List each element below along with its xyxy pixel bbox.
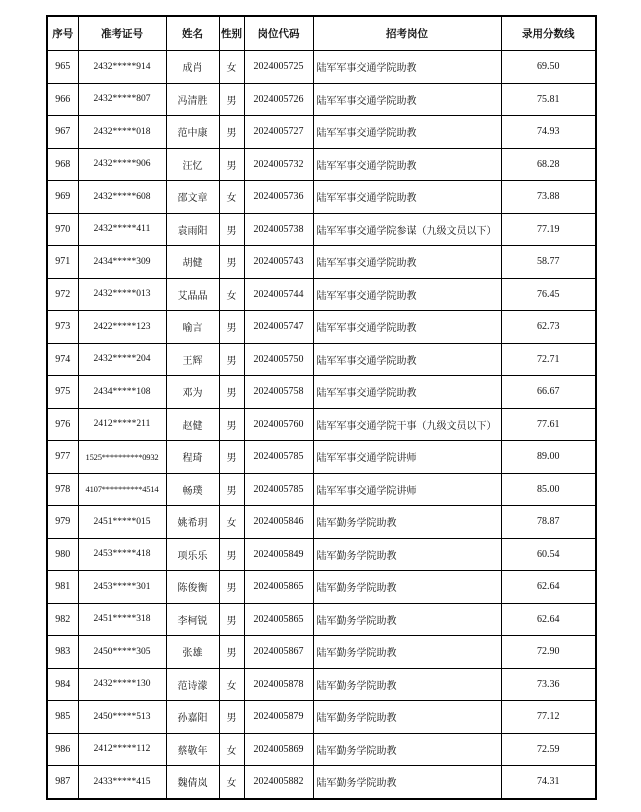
- cell-position: 陆军勤务学院助教: [313, 506, 501, 539]
- cell-name: 姚希玥: [166, 506, 219, 539]
- cell-gender: 男: [219, 636, 244, 669]
- table-row: [47, 538, 596, 571]
- cell-score-line: 72.71: [501, 343, 596, 376]
- cell-score-line: 73.88: [501, 181, 596, 214]
- cell-serial: 980: [47, 538, 78, 571]
- cell-position-code: 2024005725: [244, 51, 313, 84]
- cell-position: 陆军军事交通学院助教: [313, 116, 501, 149]
- cell-score-line: 74.93: [501, 116, 596, 149]
- table-row: [47, 311, 596, 344]
- cell-ticket: 2432*****807: [78, 83, 166, 116]
- cell-gender: 女: [219, 733, 244, 766]
- cell-name: 陈俊衡: [166, 571, 219, 604]
- cell-score-line: 62.73: [501, 311, 596, 344]
- cell-position: 陆军军事交通学院干事（九级文员以下）: [313, 408, 501, 441]
- cell-position-code: 2024005867: [244, 636, 313, 669]
- cell-serial: 967: [47, 116, 78, 149]
- table-row: [47, 701, 596, 734]
- cell-position: 陆军军事交通学院讲师: [313, 441, 501, 474]
- cell-gender: 男: [219, 473, 244, 506]
- cell-gender: 男: [219, 701, 244, 734]
- cell-score-line: 60.54: [501, 538, 596, 571]
- cell-name: 程琦: [166, 441, 219, 474]
- cell-serial: 979: [47, 506, 78, 539]
- table-body: [47, 51, 596, 799]
- cell-name: 张雄: [166, 636, 219, 669]
- cell-ticket: 2451*****015: [78, 506, 166, 539]
- cell-score-line: 68.28: [501, 148, 596, 181]
- column-header-score-line: 录用分数线: [501, 16, 596, 51]
- cell-position: 陆军勤务学院助教: [313, 733, 501, 766]
- cell-serial: 983: [47, 636, 78, 669]
- cell-serial: 974: [47, 343, 78, 376]
- table-row: [47, 213, 596, 246]
- cell-position-code: 2024005736: [244, 181, 313, 214]
- cell-serial: 968: [47, 148, 78, 181]
- cell-name: 李柯锐: [166, 603, 219, 636]
- cell-score-line: 74.31: [501, 766, 596, 799]
- cell-gender: 男: [219, 441, 244, 474]
- cell-name: 艾晶晶: [166, 278, 219, 311]
- cell-position: 陆军军事交通学院助教: [313, 246, 501, 279]
- table-row: [47, 83, 596, 116]
- cell-name: 蔡敬年: [166, 733, 219, 766]
- cell-position-code: 2024005738: [244, 213, 313, 246]
- cell-serial: 972: [47, 278, 78, 311]
- cell-name: 畅璞: [166, 473, 219, 506]
- cell-position: 陆军军事交通学院助教: [313, 311, 501, 344]
- cell-position-code: 2024005750: [244, 343, 313, 376]
- cell-name: 范中康: [166, 116, 219, 149]
- cell-ticket: 2432*****018: [78, 116, 166, 149]
- cell-position: 陆军勤务学院助教: [313, 636, 501, 669]
- table-row: [47, 733, 596, 766]
- table-row: [47, 408, 596, 441]
- cell-gender: 男: [219, 246, 244, 279]
- cell-position-code: 2024005760: [244, 408, 313, 441]
- cell-position-code: 2024005849: [244, 538, 313, 571]
- cell-position-code: 2024005846: [244, 506, 313, 539]
- cell-name: 项乐乐: [166, 538, 219, 571]
- cell-position-code: 2024005732: [244, 148, 313, 181]
- cell-gender: 女: [219, 181, 244, 214]
- cell-score-line: 78.87: [501, 506, 596, 539]
- cell-serial: 977: [47, 441, 78, 474]
- cell-serial: 971: [47, 246, 78, 279]
- cell-score-line: 77.12: [501, 701, 596, 734]
- cell-position-code: 2024005865: [244, 571, 313, 604]
- column-header-position-code: 岗位代码: [244, 16, 313, 51]
- cell-score-line: 85.00: [501, 473, 596, 506]
- cell-score-line: 69.50: [501, 51, 596, 84]
- cell-position: 陆军勤务学院助教: [313, 538, 501, 571]
- cell-name: 魏倩岚: [166, 766, 219, 799]
- cell-gender: 男: [219, 538, 244, 571]
- cell-ticket: 2453*****301: [78, 571, 166, 604]
- cell-position-code: 2024005727: [244, 116, 313, 149]
- cell-gender: 男: [219, 603, 244, 636]
- cell-ticket: 2434*****309: [78, 246, 166, 279]
- cell-position: 陆军军事交通学院助教: [313, 51, 501, 84]
- admission-score-table: [46, 15, 597, 800]
- cell-position: 陆军军事交通学院助教: [313, 343, 501, 376]
- cell-position: 陆军勤务学院助教: [313, 571, 501, 604]
- cell-score-line: 75.81: [501, 83, 596, 116]
- table-row: [47, 441, 596, 474]
- cell-name: 邵文章: [166, 181, 219, 214]
- cell-position: 陆军军事交通学院助教: [313, 83, 501, 116]
- cell-gender: 男: [219, 213, 244, 246]
- cell-ticket: 2432*****411: [78, 213, 166, 246]
- cell-name: 袁雨阳: [166, 213, 219, 246]
- cell-position: 陆军勤务学院助教: [313, 766, 501, 799]
- cell-ticket: 2432*****914: [78, 51, 166, 84]
- cell-gender: 女: [219, 766, 244, 799]
- table-row: [47, 506, 596, 539]
- cell-position-code: 2024005785: [244, 473, 313, 506]
- cell-name: 喻言: [166, 311, 219, 344]
- table-row: [47, 278, 596, 311]
- table-row: [47, 246, 596, 279]
- cell-ticket: 2450*****305: [78, 636, 166, 669]
- cell-score-line: 72.59: [501, 733, 596, 766]
- cell-gender: 女: [219, 51, 244, 84]
- cell-score-line: 58.77: [501, 246, 596, 279]
- column-header-gender: 性别: [219, 16, 244, 51]
- column-header-position: 招考岗位: [313, 16, 501, 51]
- cell-ticket: 2451*****318: [78, 603, 166, 636]
- cell-name: 范诗濛: [166, 668, 219, 701]
- cell-score-line: 76.45: [501, 278, 596, 311]
- column-header-name: 姓名: [166, 16, 219, 51]
- cell-position-code: 2024005878: [244, 668, 313, 701]
- cell-serial: 973: [47, 311, 78, 344]
- cell-serial: 986: [47, 733, 78, 766]
- cell-ticket: 4107**********4514: [78, 473, 166, 506]
- cell-gender: 女: [219, 278, 244, 311]
- table-row: [47, 376, 596, 409]
- cell-ticket: 2432*****130: [78, 668, 166, 701]
- table-row: [47, 343, 596, 376]
- table-row: [47, 603, 596, 636]
- header-row: [47, 16, 596, 51]
- cell-position: 陆军军事交通学院助教: [313, 148, 501, 181]
- cell-position: 陆军军事交通学院参谋（九级文员以下）: [313, 213, 501, 246]
- cell-gender: 男: [219, 571, 244, 604]
- cell-ticket: 2433*****415: [78, 766, 166, 799]
- cell-gender: 男: [219, 116, 244, 149]
- cell-ticket: 2432*****608: [78, 181, 166, 214]
- column-header-serial: 序号: [47, 16, 78, 51]
- cell-score-line: 73.36: [501, 668, 596, 701]
- table-row: [47, 181, 596, 214]
- cell-score-line: 77.19: [501, 213, 596, 246]
- cell-serial: 984: [47, 668, 78, 701]
- cell-score-line: 77.61: [501, 408, 596, 441]
- column-header-ticket: 准考证号: [78, 16, 166, 51]
- cell-ticket: 2432*****204: [78, 343, 166, 376]
- table-row: [47, 668, 596, 701]
- cell-position: 陆军军事交通学院助教: [313, 376, 501, 409]
- cell-gender: 男: [219, 376, 244, 409]
- table-row: [47, 148, 596, 181]
- cell-ticket: 2412*****112: [78, 733, 166, 766]
- cell-name: 冯清胜: [166, 83, 219, 116]
- cell-serial: 966: [47, 83, 78, 116]
- cell-position-code: 2024005743: [244, 246, 313, 279]
- cell-name: 胡健: [166, 246, 219, 279]
- cell-serial: 965: [47, 51, 78, 84]
- cell-name: 汪忆: [166, 148, 219, 181]
- cell-ticket: 2422*****123: [78, 311, 166, 344]
- cell-position-code: 2024005744: [244, 278, 313, 311]
- cell-serial: 970: [47, 213, 78, 246]
- cell-position: 陆军军事交通学院助教: [313, 181, 501, 214]
- table-row: [47, 473, 596, 506]
- cell-ticket: 1525**********0932: [78, 441, 166, 474]
- table-row: [47, 571, 596, 604]
- cell-gender: 男: [219, 83, 244, 116]
- table-row: [47, 116, 596, 149]
- cell-ticket: 2432*****013: [78, 278, 166, 311]
- cell-gender: 男: [219, 343, 244, 376]
- cell-position-code: 2024005882: [244, 766, 313, 799]
- cell-score-line: 72.90: [501, 636, 596, 669]
- cell-score-line: 66.67: [501, 376, 596, 409]
- cell-score-line: 62.64: [501, 603, 596, 636]
- cell-ticket: 2453*****418: [78, 538, 166, 571]
- cell-position: 陆军勤务学院助教: [313, 701, 501, 734]
- cell-name: 邓为: [166, 376, 219, 409]
- cell-serial: 976: [47, 408, 78, 441]
- cell-serial: 981: [47, 571, 78, 604]
- cell-gender: 男: [219, 148, 244, 181]
- cell-score-line: 89.00: [501, 441, 596, 474]
- cell-name: 成肖: [166, 51, 219, 84]
- cell-position: 陆军军事交通学院讲师: [313, 473, 501, 506]
- cell-name: 孙嘉阳: [166, 701, 219, 734]
- cell-ticket: 2434*****108: [78, 376, 166, 409]
- cell-gender: 男: [219, 311, 244, 344]
- cell-position-code: 2024005758: [244, 376, 313, 409]
- cell-position-code: 2024005879: [244, 701, 313, 734]
- table-row: [47, 766, 596, 799]
- cell-gender: 男: [219, 408, 244, 441]
- cell-serial: 975: [47, 376, 78, 409]
- cell-gender: 女: [219, 668, 244, 701]
- cell-ticket: 2450*****513: [78, 701, 166, 734]
- cell-serial: 969: [47, 181, 78, 214]
- cell-position-code: 2024005785: [244, 441, 313, 474]
- cell-score-line: 62.64: [501, 571, 596, 604]
- cell-serial: 978: [47, 473, 78, 506]
- cell-position-code: 2024005747: [244, 311, 313, 344]
- cell-position: 陆军勤务学院助教: [313, 668, 501, 701]
- cell-ticket: 2412*****211: [78, 408, 166, 441]
- cell-position: 陆军军事交通学院助教: [313, 278, 501, 311]
- cell-position: 陆军勤务学院助教: [313, 603, 501, 636]
- cell-serial: 987: [47, 766, 78, 799]
- cell-ticket: 2432*****906: [78, 148, 166, 181]
- cell-serial: 985: [47, 701, 78, 734]
- cell-serial: 982: [47, 603, 78, 636]
- cell-position-code: 2024005726: [244, 83, 313, 116]
- cell-gender: 女: [219, 506, 244, 539]
- cell-position-code: 2024005869: [244, 733, 313, 766]
- cell-name: 赵健: [166, 408, 219, 441]
- table-row: [47, 51, 596, 84]
- cell-name: 王辉: [166, 343, 219, 376]
- cell-position-code: 2024005865: [244, 603, 313, 636]
- table-row: [47, 636, 596, 669]
